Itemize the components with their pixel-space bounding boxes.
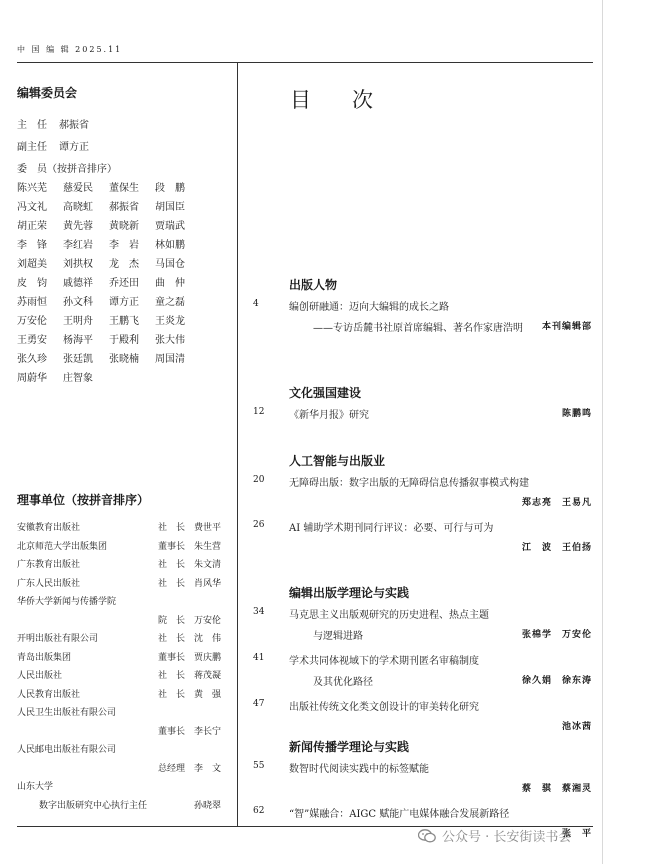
toc-page-number: 34	[253, 607, 265, 617]
unit-name: 人民出版社	[17, 671, 63, 681]
member-name: 杨海平	[63, 335, 93, 346]
toc-author: 江 波 王伯扬	[521, 543, 592, 553]
toc-author: 张棉学 万安伦	[521, 630, 592, 640]
toc-article-title: 无障碍出版：数字出版的无障碍信息传播叙事模式构建	[289, 478, 529, 489]
unit-name: 山东大学	[17, 782, 54, 792]
toc-article-title: 数智时代阅读实践中的标签赋能	[289, 764, 429, 775]
running-header: 中 国 编 辑 2025.11	[17, 45, 123, 54]
unit-name: 人民教育出版社	[17, 689, 81, 700]
unit-position: 社 长	[157, 689, 185, 700]
toc-article-title: 学术共同体视域下的学术期刊匿名审稿制度	[289, 656, 479, 667]
committee-title: 编辑委员会	[17, 86, 78, 100]
watermark	[418, 826, 571, 845]
member-name: 周国清	[155, 354, 185, 365]
unit-person: 蒋茂凝	[193, 671, 221, 681]
member-name: 董保生	[109, 183, 139, 194]
toc-page-number: 41	[253, 653, 265, 663]
unit-person: 费世平	[193, 523, 221, 533]
member-name: 王炎龙	[155, 316, 185, 327]
member-name: 胡正荣	[17, 221, 47, 232]
toc-page-number: 47	[253, 699, 265, 709]
toc-article-title-cont: ——专访岳麓书社原首席编辑、著名作家唐浩明	[313, 323, 523, 334]
member-name: 段 鹏	[155, 183, 185, 194]
member-name: 刘超美	[17, 259, 47, 270]
member-name: 王明舟	[63, 316, 93, 327]
council-unit-row	[17, 667, 229, 686]
unit-name: 广东人民出版社	[17, 578, 81, 589]
unit-position: 社 长	[157, 578, 185, 589]
wechat-icon	[418, 829, 436, 843]
member-name: 苏雨恒	[17, 297, 47, 308]
toc-section-title: 新闻传播学理论与实践	[289, 740, 410, 754]
unit-person: 朱生营	[193, 541, 221, 552]
role-row	[17, 116, 229, 135]
page-edge	[602, 0, 603, 864]
member-row	[17, 198, 229, 217]
member-name: 陈兴芜	[17, 183, 47, 194]
unit-subtitle: 数字出版研究中心执行主任	[39, 800, 148, 811]
member-name: 曲 仲	[155, 278, 185, 289]
role-name: 谭方正	[59, 142, 89, 153]
council-unit-row	[17, 630, 229, 649]
member-name: 马国仓	[155, 259, 185, 270]
toc-author: 徐久娟 徐东涛	[521, 676, 592, 686]
unit-name: 安徽教育出版社	[17, 523, 81, 533]
council-unit-row	[17, 612, 229, 631]
council-unit-row	[17, 556, 229, 575]
council-unit-row	[17, 723, 229, 742]
units-list	[17, 519, 229, 815]
council-unit-row	[17, 519, 229, 538]
role-name: 郝振省	[59, 120, 89, 131]
member-name: 皮 钧	[17, 278, 47, 289]
member-name: 万安伦	[17, 316, 47, 327]
member-row	[17, 236, 229, 255]
member-name: 戚德祥	[63, 278, 93, 289]
role-label: 主 任	[17, 120, 47, 131]
members-label: 委 员（按拼音排序）	[17, 164, 117, 175]
unit-position: 院 长	[157, 615, 185, 626]
unit-person: 李 文	[193, 763, 221, 774]
member-row	[17, 369, 229, 388]
unit-person: 万安伦	[193, 615, 221, 626]
member-name: 林如鹏	[155, 240, 185, 251]
member-name: 龙 杰	[109, 259, 139, 270]
toc-author: 郑志亮 王易凡	[521, 498, 592, 508]
toc-article-title: 编创研融通：迈向大编辑的成长之路	[289, 302, 449, 313]
member-name: 慈爱民	[63, 183, 93, 194]
toc-title: 目 次	[290, 88, 383, 112]
member-name: 张久珍	[17, 354, 47, 365]
member-name: 于殿利	[109, 335, 139, 346]
member-name: 张晓楠	[109, 354, 139, 365]
role-row	[17, 138, 229, 157]
member-name: 高晓虹	[63, 202, 93, 213]
unit-person: 朱文清	[193, 560, 221, 570]
member-name: 童之磊	[155, 297, 185, 308]
toc-article-title-cont: 与逻辑进路	[313, 631, 363, 642]
member-row	[17, 331, 229, 350]
toc-article-title-cont: 及其优化路径	[313, 677, 373, 688]
member-name: 李 岩	[109, 240, 139, 251]
unit-name: 开明出版社有限公司	[17, 634, 99, 644]
member-name: 孙文科	[63, 297, 93, 308]
unit-position: 董事长	[157, 726, 185, 737]
toc-page-number: 20	[253, 475, 265, 485]
member-name: 刘拱权	[63, 259, 93, 270]
toc-article-title: 《新华月报》研究	[289, 410, 369, 421]
council-unit-row	[17, 778, 229, 797]
toc-section-title: 编辑出版学理论与实践	[289, 586, 410, 600]
member-name: 庄智象	[63, 373, 93, 384]
toc-page-number: 55	[253, 761, 265, 771]
toc-page-number: 12	[253, 407, 265, 417]
toc-author: 本刊编辑部	[541, 322, 592, 332]
member-row	[17, 274, 229, 293]
member-name: 胡国臣	[155, 202, 185, 213]
toc-article-title: 马克思主义出版观研究的历史进程、热点主题	[289, 610, 489, 621]
unit-person: 肖风华	[193, 578, 221, 589]
member-row	[17, 255, 229, 274]
unit-position: 社 长	[157, 634, 185, 644]
toc-section-title: 文化强国建设	[289, 386, 362, 400]
unit-name: 华侨大学新闻与传播学院	[17, 597, 117, 607]
council-unit-row	[17, 686, 229, 705]
unit-person: 李长宁	[193, 726, 221, 737]
member-name: 谭方正	[109, 297, 139, 308]
member-name: 周蔚华	[17, 373, 47, 384]
member-name: 乔还田	[109, 278, 139, 289]
member-name: 冯文礼	[17, 202, 47, 213]
toc-page-number: 4	[253, 299, 259, 309]
unit-person: 孙晓翠	[193, 800, 221, 811]
toc-page-number: 62	[253, 806, 265, 816]
toc-author: 蔡 骐 蔡湘灵	[521, 784, 592, 794]
unit-position: 社 长	[157, 523, 185, 533]
toc-author: 池冰茜	[561, 722, 592, 732]
unit-name: 北京师范大学出版集团	[17, 541, 108, 552]
members-grid	[17, 179, 229, 388]
council-unit-row	[17, 538, 229, 557]
member-name: 贾瑞武	[155, 221, 185, 232]
toc-section-title: 出版人物	[289, 278, 338, 292]
toc-author: 张 平	[561, 829, 592, 839]
unit-person: 黄 强	[193, 689, 221, 700]
top-rule	[17, 62, 593, 63]
column-divider	[237, 62, 238, 827]
unit-person: 贾庆鹏	[193, 652, 221, 663]
unit-position: 董事长	[157, 652, 185, 663]
unit-name: 广东教育出版社	[17, 560, 81, 570]
unit-position: 董事长	[157, 541, 185, 552]
member-row	[17, 217, 229, 236]
council-unit-row	[17, 575, 229, 594]
council-unit-row	[17, 593, 229, 612]
council-unit-row	[17, 797, 229, 816]
watermark-text: 公众号 · 长安街读书会	[442, 830, 572, 845]
council-unit-row	[17, 760, 229, 779]
role-label: 副主任	[17, 142, 47, 153]
editorial-committee	[17, 84, 229, 388]
member-row	[17, 312, 229, 331]
unit-name: 人民卫生出版社有限公司	[17, 708, 117, 718]
member-name: 郝振省	[109, 202, 139, 213]
member-name: 张廷凯	[63, 354, 93, 365]
toc-article-title: 出版社传统文化类文创设计的审美转化研究	[289, 702, 479, 713]
member-name: 黄先蓉	[63, 221, 93, 232]
council-unit-row	[17, 741, 229, 760]
council-title: 理事单位（按拼音排序）	[17, 493, 150, 507]
unit-position: 总经理	[157, 763, 185, 774]
unit-person: 沈 伟	[193, 634, 221, 644]
council-units	[17, 491, 229, 815]
member-name: 李 锋	[17, 240, 47, 251]
unit-name: 青岛出版集团	[17, 652, 72, 663]
toc-article-title: AI 辅助学术期刊同行评议：必要、可行与可为	[289, 523, 494, 534]
member-name: 张大伟	[155, 335, 185, 346]
member-name: 王勇安	[17, 335, 47, 346]
member-name: 王鹏飞	[109, 316, 139, 327]
unit-name: 人民邮电出版社有限公司	[17, 745, 117, 755]
unit-position: 社 长	[157, 671, 185, 681]
council-unit-row	[17, 649, 229, 668]
toc-article-title: “智”媒融合：AIGC 赋能广电媒体融合发展新路径	[289, 809, 510, 820]
member-row	[17, 293, 229, 312]
member-row	[17, 350, 229, 369]
member-row	[17, 179, 229, 198]
toc-page-number: 26	[253, 520, 265, 530]
unit-position: 社 长	[157, 560, 185, 570]
toc-author: 陈鹏鸣	[561, 409, 592, 419]
member-name: 李红岩	[63, 240, 93, 251]
council-unit-row	[17, 704, 229, 723]
member-name: 黄晓新	[109, 221, 139, 232]
toc-section-title: 人工智能与出版业	[289, 454, 386, 468]
